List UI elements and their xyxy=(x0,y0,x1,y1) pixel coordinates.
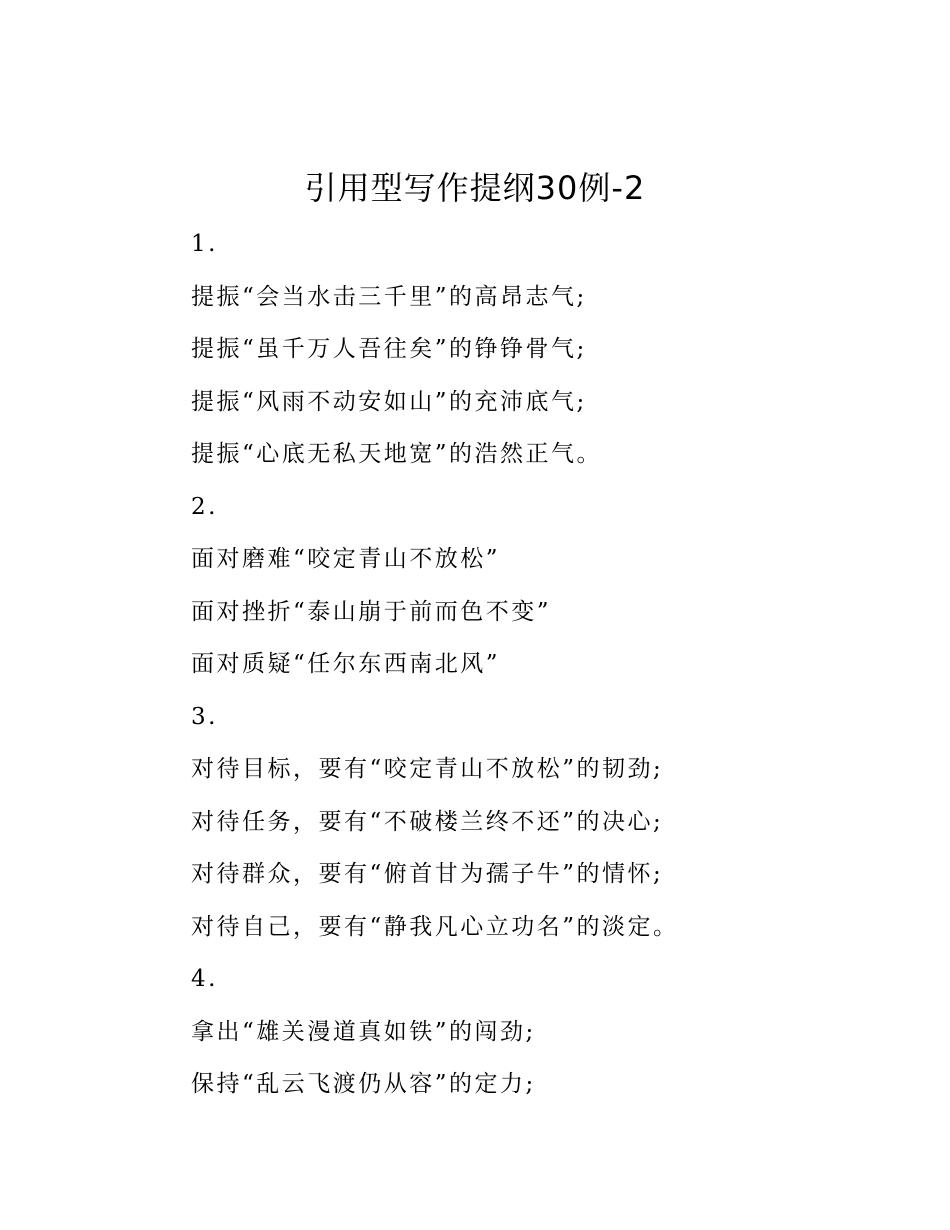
text-line: 对待目标，要有“咬定青山不放松”的韧劲; xyxy=(191,756,664,782)
section-number: 1. xyxy=(191,231,218,257)
document-title: 引用型写作提纲30例-2 xyxy=(304,169,646,207)
text-line: 面对质疑“任尔东西南北风” xyxy=(191,651,501,677)
text-line: 提振“虽千万人吾往矣”的铮铮骨气; xyxy=(191,336,587,362)
text-line: 提振“风雨不动安如山”的充沛底气; xyxy=(191,388,587,415)
text-line: 面对磨难“咬定青山不放松” xyxy=(191,546,501,572)
text-line: 保持“乱云飞渡仍从容”的定力; xyxy=(191,1071,536,1097)
section-number: 3. xyxy=(191,703,218,730)
document-body xyxy=(191,218,891,1111)
text-line: 提振“会当水击三千里”的高昂志气; xyxy=(191,283,587,310)
text-line: 提振“心底无私天地宽”的浩然正气。 xyxy=(191,441,603,467)
text-line: 对待自己，要有“静我凡心立功名”的淡定。 xyxy=(191,913,679,940)
text-line: 面对挫折“泰山崩于前而色不变” xyxy=(191,598,552,625)
text-line: 拿出“雄关漫道真如铁”的闯劲; xyxy=(191,1018,536,1045)
text-line: 对待群众，要有“俯首甘为孺子牛”的情怀; xyxy=(191,861,664,887)
text-line: 对待任务，要有“不破楼兰终不还”的决心; xyxy=(191,808,664,835)
section-number: 4. xyxy=(191,966,218,992)
section-number: 2. xyxy=(191,493,218,520)
